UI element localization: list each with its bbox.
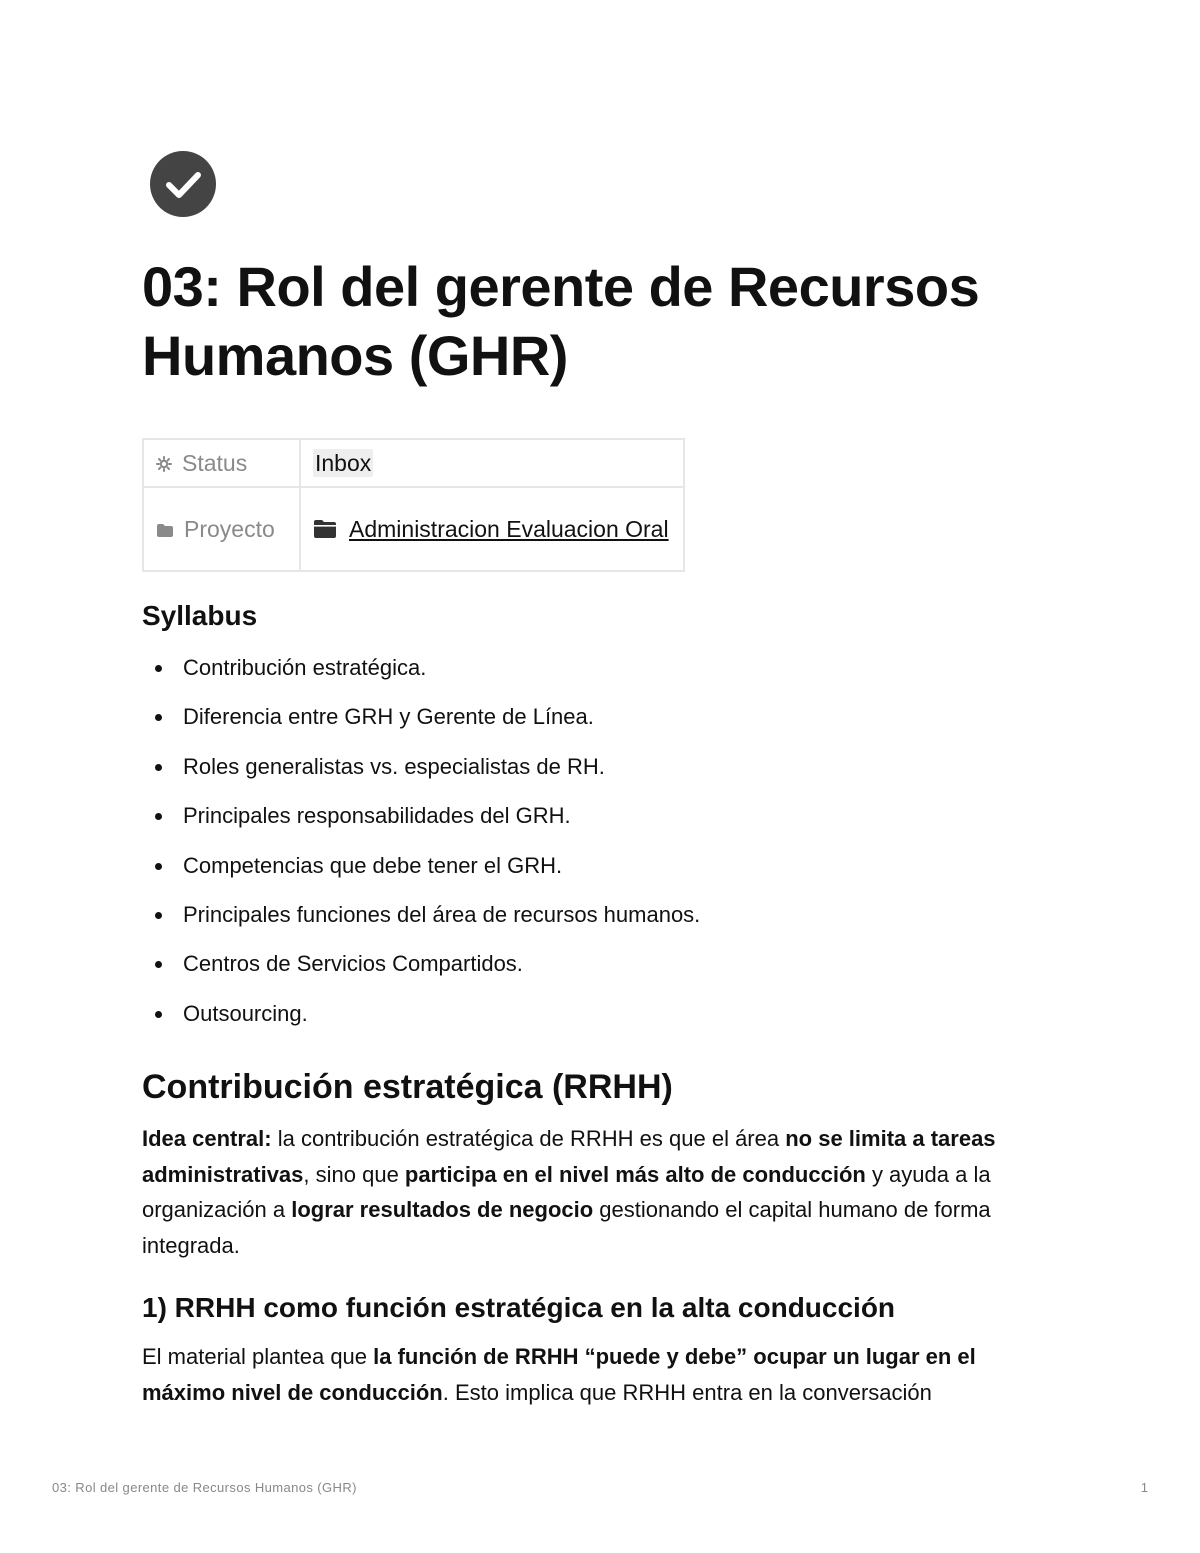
list-item xyxy=(142,695,700,744)
property-label-project: Proyecto xyxy=(184,515,275,542)
bold-text: no se limita a tareas administrativas xyxy=(142,1126,996,1187)
paragraph-alta-conduccion xyxy=(142,1339,1062,1410)
list-item-text: Centros de Servicios Compartidos. xyxy=(183,951,523,977)
list-item-text: Principales funciones del área de recursos humanos. xyxy=(183,901,701,927)
page-title: 03: Rol del gerente de Recursos Humanos (GHR) xyxy=(142,255,980,387)
paragraph-text: gestionando el capital humano de forma integrada. xyxy=(142,1197,991,1258)
project-folder-icon xyxy=(313,519,337,539)
bullet-icon xyxy=(155,714,162,721)
project-link[interactable]: Administracion Evaluacion Oral xyxy=(349,515,669,542)
bullet-icon xyxy=(155,961,162,968)
paragraph-text: la contribución estratégica de RRHH es que el área xyxy=(271,1126,786,1151)
check-circle-icon xyxy=(150,151,216,217)
list-item xyxy=(142,942,700,991)
syllabus-list xyxy=(142,646,700,1041)
section-heading-contribucion: Contribución estratégica (RRHH) xyxy=(142,1068,673,1106)
bold-text: lograr resultados de negocio xyxy=(291,1197,594,1222)
list-item xyxy=(142,646,700,695)
paragraph-text: y ayuda a la organización a xyxy=(142,1161,991,1222)
syllabus-heading: Syllabus xyxy=(142,600,258,631)
property-row-project xyxy=(143,487,684,571)
bold-text: la función de RRHH “puede y debe” ocupar un lugar en el máximo nivel de conducción xyxy=(142,1344,976,1405)
bullet-icon xyxy=(155,813,162,820)
property-value-status xyxy=(300,439,684,487)
list-item xyxy=(142,745,700,794)
section-heading-alta-conduccion: 1) RRHH como función estratégica en la alta conducción xyxy=(142,1292,896,1323)
property-row-status xyxy=(143,439,684,487)
paragraph-idea-central xyxy=(142,1121,1062,1263)
status-sparkle-icon xyxy=(156,456,172,472)
bullet-icon xyxy=(155,1011,162,1018)
bullet-icon xyxy=(155,863,162,870)
list-item-text: Roles generalistas vs. especialistas de RH. xyxy=(183,753,605,779)
list-item xyxy=(142,794,700,843)
bold-text: Idea central: xyxy=(142,1126,272,1151)
bullet-icon xyxy=(155,764,162,771)
list-item xyxy=(142,844,700,893)
list-item-text: Principales responsabilidades del GRH. xyxy=(183,803,571,829)
paragraph-text: . Esto implica que RRHH entra en la conversación xyxy=(442,1379,932,1405)
list-item-text: Competencias que debe tener el GRH. xyxy=(183,852,563,878)
paragraph-text: El material plantea que xyxy=(142,1344,374,1369)
bullet-icon xyxy=(155,912,162,919)
list-item-text: Contribución estratégica. xyxy=(183,655,427,680)
bold-text: participa en el nivel más alto de conducción xyxy=(404,1161,866,1187)
properties-table xyxy=(142,438,685,572)
status-badge: Inbox xyxy=(315,449,372,476)
list-item xyxy=(142,992,700,1041)
list-item-text: Diferencia entre GRH y Gerente de Línea. xyxy=(183,704,594,730)
property-key-project xyxy=(143,487,300,571)
bullet-icon xyxy=(155,665,162,672)
footer-title: 03: Rol del gerente de Recursos Humanos (GHR) xyxy=(52,1480,357,1495)
property-value-project xyxy=(300,487,684,571)
page-number: 1 xyxy=(1140,1480,1148,1495)
folder-icon xyxy=(156,523,174,538)
list-item-text: Outsourcing. xyxy=(183,1000,308,1026)
list-item xyxy=(142,893,700,942)
paragraph-text: , sino que xyxy=(303,1161,405,1187)
property-key-status xyxy=(143,439,300,487)
property-label-status: Status xyxy=(182,449,248,476)
